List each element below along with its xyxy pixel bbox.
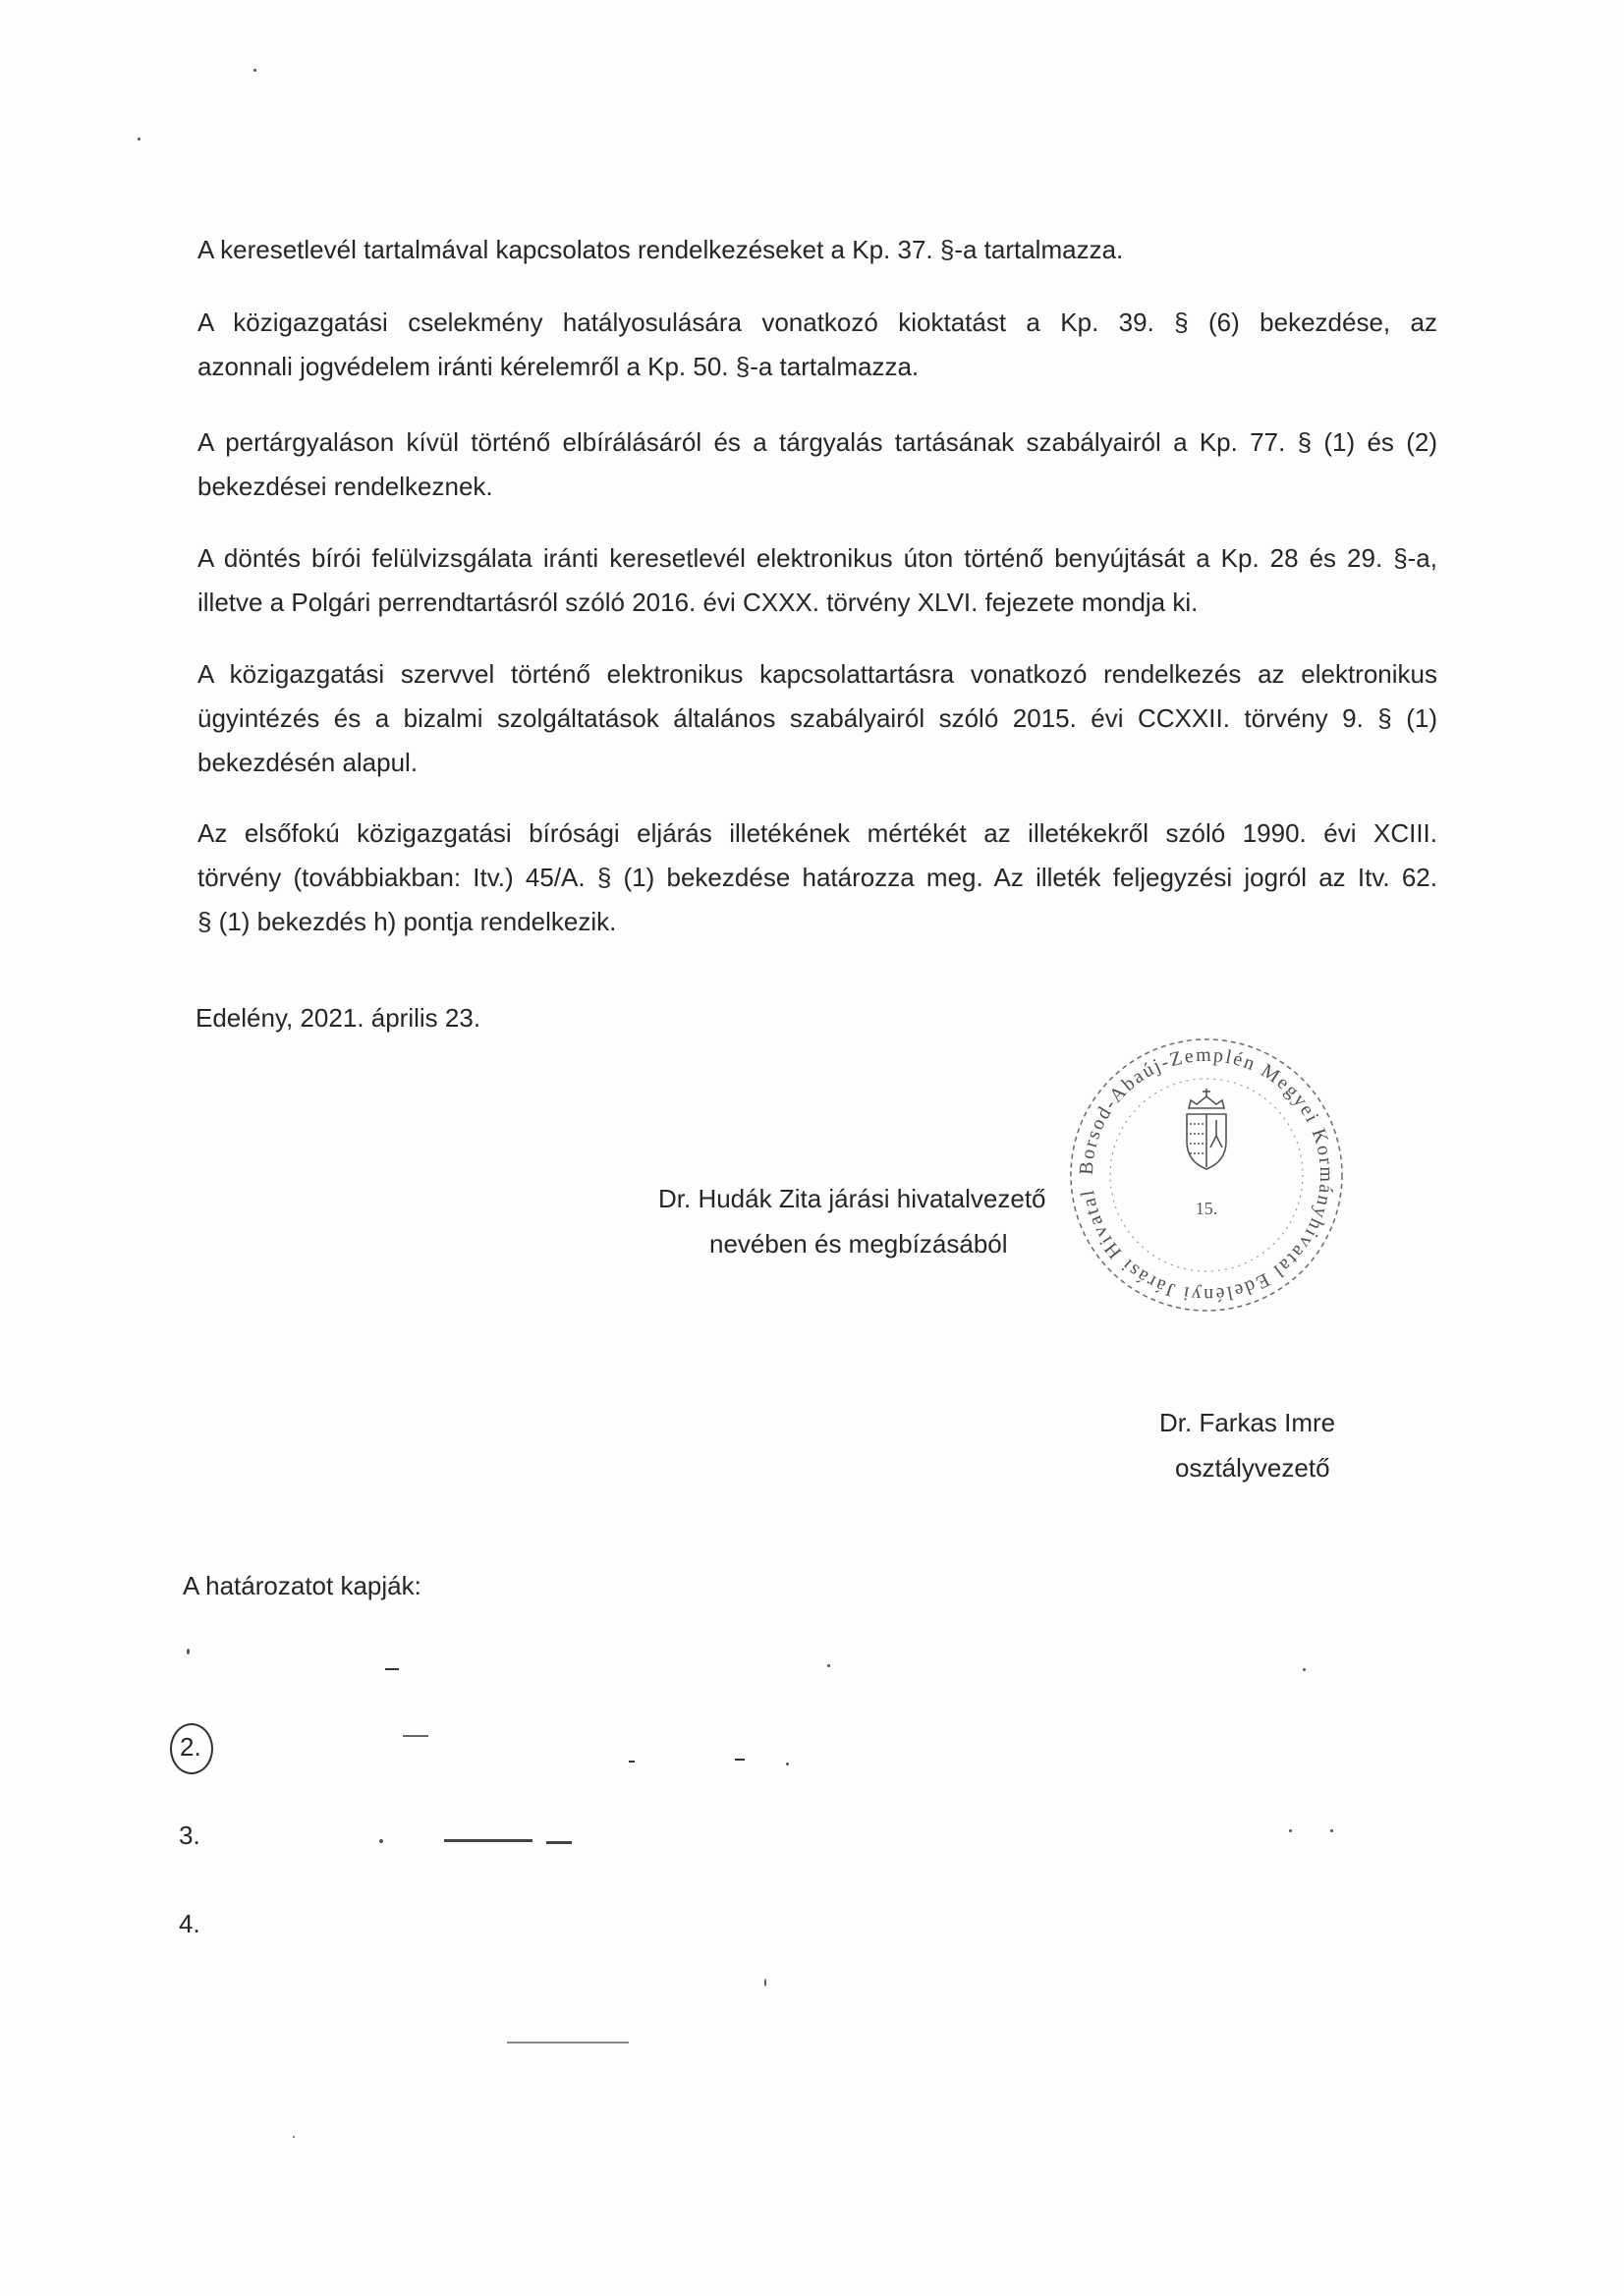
scan-speck	[403, 1735, 428, 1737]
scan-speck	[253, 69, 256, 72]
paragraph-line: azonnali jogvédelem iránti kérelemről a Kp. 50. §-a tartalmazza.	[197, 352, 920, 381]
scan-speck	[629, 1761, 635, 1763]
scan-speck	[444, 1839, 532, 1842]
paragraph-line: bekezdésén alapul.	[197, 748, 419, 777]
recipient-number: 3.	[179, 1820, 200, 1850]
coat-of-arms-icon	[1187, 1089, 1226, 1169]
scan-speck	[827, 1664, 830, 1667]
recipient-number: 4.	[179, 1909, 200, 1938]
scan-speck	[187, 1649, 190, 1654]
scan-speck	[1289, 1829, 1292, 1832]
paragraph-line: Az elsőfokú közigazgatási bírósági eljárás illetékének mértékét az illetékekről szóló 1990. évi XCIII.	[197, 818, 1437, 848]
paragraph-line: ügyintézés és a bizalmi szolgáltatások általános szabályairól szóló 2015. évi CCXXII. törvény 9. § (1)	[197, 703, 1437, 733]
scan-speck	[735, 1759, 745, 1761]
svg-text:Borsod-Abaúj-Zemplén Megyei Ko	[1076, 1044, 1337, 1306]
scan-speck	[293, 2136, 295, 2138]
paragraph-line: A pertárgyaláson kívül történő elbírálásáról és a tárgyalás tartásának szabályairól a Kp. 77. § (1) és (2)	[197, 427, 1437, 457]
paragraph-2	[197, 301, 1437, 389]
paragraph-line: illetve a Polgári perrendtartásról szóló 2016. évi CXXX. törvény XLVI. fejezete mondja ki.	[197, 588, 1199, 617]
scan-speck	[385, 1668, 399, 1670]
paragraph-line: bekezdései rendelkeznek.	[197, 472, 493, 501]
scan-speck	[786, 1763, 789, 1765]
scan-speck	[546, 1841, 572, 1844]
on-behalf-line-1: Dr. Hudák Zita járási hivatalvezető	[658, 1184, 1046, 1213]
scan-speck	[1330, 1829, 1333, 1832]
recipients-heading: A határozatot kapják:	[183, 1571, 421, 1600]
scan-speck	[764, 1979, 766, 1987]
paragraph-line: törvény (továbbiakban: Itv.) 45/A. § (1) bekezdése határozza meg. Az illeték feljegyzési jogról az Itv. 62.	[197, 863, 1437, 892]
paragraph-line: A keresetlevél tartalmával kapcsolatos rendelkezéseket a Kp. 37. §-a tartalmazza.	[197, 235, 1124, 264]
stamp-ring-text: Borsod-Abaúj-Zemplén Megyei Kormányhivatal Edelényi Járási Hivatal	[1075, 1043, 1338, 1307]
stamp-number: 15.	[1195, 1199, 1218, 1218]
paragraph-line: A közigazgatási szervvel történő elektronikus kapcsolattartásra vonatkozó rendelkezés az elektronikus	[197, 659, 1437, 689]
official-stamp	[1049, 1018, 1364, 1332]
place-date: Edelény, 2021. április 23.	[196, 1003, 481, 1033]
paragraph-6	[197, 812, 1437, 944]
signatory-title: osztályvezető	[1175, 1453, 1330, 1483]
paragraph-3	[197, 420, 1437, 509]
on-behalf-line-2: nevében és megbízásából	[709, 1229, 1008, 1259]
signatory-name: Dr. Farkas Imre	[1159, 1408, 1336, 1437]
recipient-number: 2.	[180, 1732, 201, 1762]
paragraph-line: A döntés bírói felülvizsgálata iránti keresetlevél elektronikus úton történő benyújtását a Kp. 28 és 29. §-a,	[197, 543, 1437, 573]
scan-speck	[138, 138, 140, 140]
paragraph-5	[197, 652, 1437, 785]
paragraph-line: § (1) bekezdés h) pontja rendelkezik.	[197, 907, 617, 936]
scan-speck	[507, 2042, 629, 2044]
paragraph-4	[197, 536, 1437, 625]
paragraph-1	[197, 228, 1437, 272]
paragraph-line: A közigazgatási cselekmény hatályosulására vonatkozó kioktatást a Kp. 39. § (6) bekezdése, az	[197, 308, 1437, 337]
scan-speck	[379, 1839, 383, 1843]
scan-speck	[1303, 1668, 1306, 1671]
